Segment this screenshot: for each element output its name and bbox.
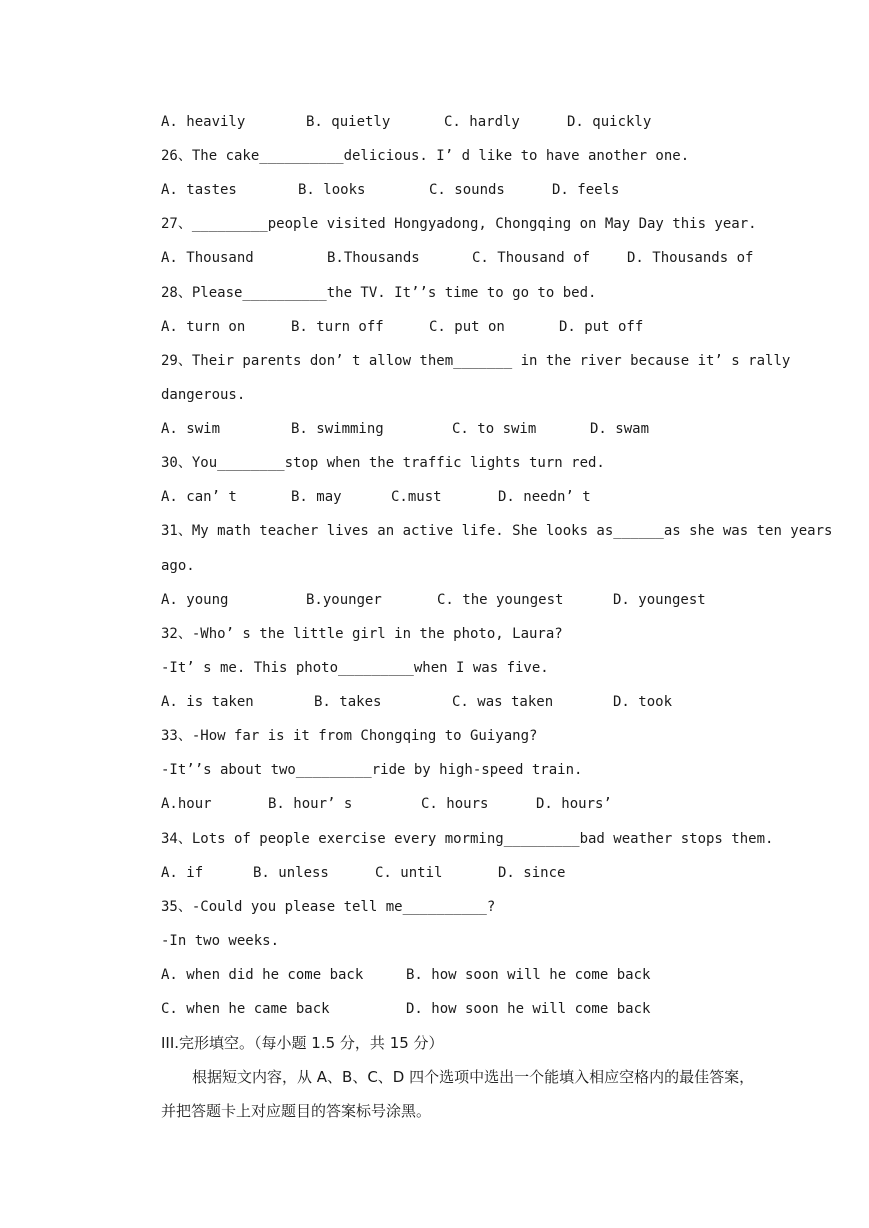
q34-option-a: A. if xyxy=(161,865,204,881)
q33-stem-continued: -It’’s about two_________ride by high-speed train. xyxy=(161,762,583,778)
q34-option-b: B. unless xyxy=(253,865,329,881)
q32-option-c: C. was taken xyxy=(452,694,554,710)
q26-option-a: A. tastes xyxy=(161,182,237,198)
q33-option-a: A.hour xyxy=(161,796,212,812)
q33-stem: 33、-How far is it from Chongqing to Guiyang? xyxy=(161,728,538,744)
q31-option-b: B.younger xyxy=(306,592,382,608)
q33-option-d: D. hours’ xyxy=(536,796,612,812)
q29-option-a: A. swim xyxy=(161,421,221,437)
q27-option-b: B.Thousands xyxy=(327,250,420,266)
q34-stem: 34、Lots of people exercise every morming_________bad weather stops them. xyxy=(161,831,774,847)
q35-option-c: C. when he came back xyxy=(161,1001,330,1017)
q31-option-c: C. the youngest xyxy=(437,592,564,608)
q32-option-a: A. is taken xyxy=(161,694,254,710)
q29-stem-continued: dangerous. xyxy=(161,387,246,403)
q27-option-d: D. Thousands of xyxy=(627,250,754,266)
q26-option-c: C. sounds xyxy=(429,182,505,198)
section-heading: III.完形填空。（每小题 1.5 分，共 15 分） xyxy=(161,1034,444,1052)
q35-option-a: A. when did he come back xyxy=(161,967,364,983)
q30-stem: 30、You________stop when the traffic lights turn red. xyxy=(161,455,605,471)
q35-option-d: D. how soon he will come back xyxy=(406,1001,651,1017)
q35-stem-continued: -In two weeks. xyxy=(161,933,280,949)
q30-option-b: B. may xyxy=(291,489,342,505)
q27-stem: 27、_________people visited Hongyadong, Chongqing on May Day this year. xyxy=(161,216,757,232)
q28-option-b: B. turn off xyxy=(291,319,384,335)
q34-option-c: C. until xyxy=(375,865,443,881)
q33-option-c: C. hours xyxy=(421,796,489,812)
q32-stem: 32、-Who’ s the little girl in the photo, Laura? xyxy=(161,626,563,642)
q30-option-a: A. can’ t xyxy=(161,489,237,505)
q25-option-c: C. hardly xyxy=(444,114,520,130)
q29-option-d: D. swam xyxy=(590,421,650,437)
q28-option-c: C. put on xyxy=(429,319,505,335)
q31-stem: 31、My math teacher lives an active life. She looks as______as she was ten years xyxy=(161,523,833,539)
q28-option-a: A. turn on xyxy=(161,319,246,335)
q31-stem-continued: ago. xyxy=(161,558,195,574)
q25-option-d: D. quickly xyxy=(567,114,652,130)
q30-option-c: C.must xyxy=(391,489,442,505)
q25-option-b: B. quietly xyxy=(306,114,391,130)
q35-option-b: B. how soon will he come back xyxy=(406,967,651,983)
q32-stem-continued: -It’ s me. This photo_________when I was five. xyxy=(161,660,549,676)
q26-option-b: B. looks xyxy=(298,182,366,198)
q26-option-d: D. feels xyxy=(552,182,620,198)
q32-option-b: B. takes xyxy=(314,694,382,710)
q34-option-d: D. since xyxy=(498,865,566,881)
q26-stem: 26、The cake__________delicious. I’ d like to have another one. xyxy=(161,148,690,164)
q32-option-d: D. took xyxy=(613,694,673,710)
q30-option-d: D. needn’ t xyxy=(498,489,591,505)
q25-option-a: A. heavily xyxy=(161,114,246,130)
q29-stem: 29、Their parents don’ t allow them_______ in the river because it’ s rally xyxy=(161,353,791,369)
section-instructions: 根据短文内容，从 A、B、C、D 四个选项中选出一个能填入相应空格内的最佳答案， xyxy=(192,1068,755,1086)
q35-stem: 35、-Could you please tell me__________? xyxy=(161,899,496,915)
q28-stem: 28、Please__________the TV. It’’s time to go to bed. xyxy=(161,285,597,301)
q27-option-c: C. Thousand of xyxy=(472,250,591,266)
q29-option-c: C. to swim xyxy=(452,421,537,437)
q31-option-d: D. youngest xyxy=(613,592,706,608)
q31-option-a: A. young xyxy=(161,592,229,608)
section-instructions-continued: 并把答题卡上对应题目的答案标号涂黑。 xyxy=(161,1102,432,1120)
q27-option-a: A. Thousand xyxy=(161,250,254,266)
q33-option-b: B. hour’ s xyxy=(268,796,353,812)
q28-option-d: D. put off xyxy=(559,319,644,335)
q29-option-b: B. swimming xyxy=(291,421,384,437)
